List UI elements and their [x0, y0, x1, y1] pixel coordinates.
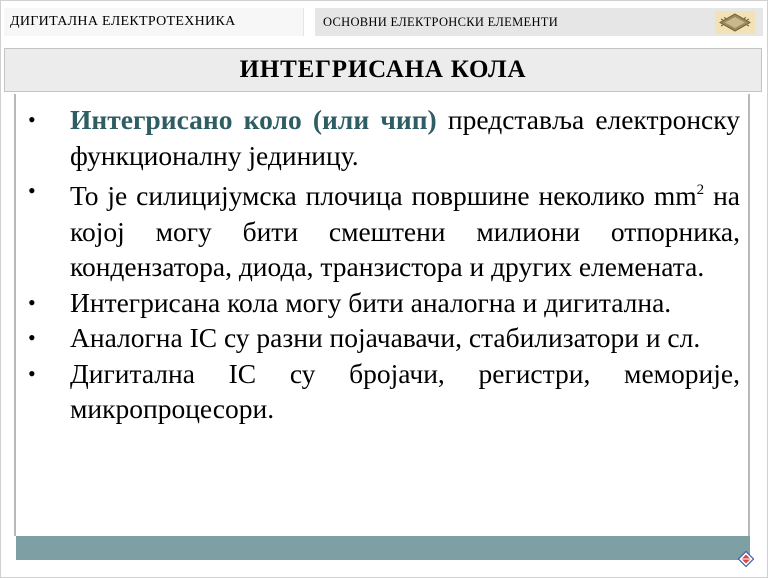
topic-bar [315, 8, 763, 36]
bullet-list [16, 94, 748, 427]
navigation-icon[interactable] [738, 551, 754, 567]
bullet-text: представља електронску функционалну јединицу. [70, 104, 740, 171]
bullet-text: Интегрисана кола могу бити аналогна и дигитална. [70, 286, 672, 318]
footer-bar [16, 536, 750, 560]
bullet-text: на којој могу бити смештени милиони отпорника, кондензатора, диода, транзистора и других елемената. [70, 180, 740, 282]
title-bar [4, 48, 762, 92]
subject-text: ДИГИТАЛНА ЕЛЕКТРОТЕХНИКА [10, 14, 236, 29]
bullet-item [16, 102, 740, 173]
slide-title: ИНТЕГРИСАНА КОЛА [239, 56, 527, 83]
chip-icon [715, 11, 755, 34]
bullet-text: Аналогна IC су разни појачавачи, стабилизатори и сл. [70, 322, 701, 353]
bullet-superscript: 2 [696, 182, 705, 198]
bullet-text: Дигитална IC су бројачи, регистри, меморије, микропроцесори. [70, 357, 740, 424]
subject-label [4, 8, 304, 36]
topic-text: ОСНОВНИ ЕЛЕКТРОНСКИ ЕЛЕМЕНТИ [323, 14, 559, 29]
bullet-item [16, 285, 740, 321]
bullet-item [16, 173, 740, 285]
bullet-text: То је силицијумска плочица површине неколико mm [70, 180, 697, 211]
bullet-item [16, 356, 740, 427]
bullet-emphasis: Интегрисано коло (или чип) [70, 104, 437, 135]
content-area [14, 94, 750, 536]
bullet-item [16, 320, 740, 356]
